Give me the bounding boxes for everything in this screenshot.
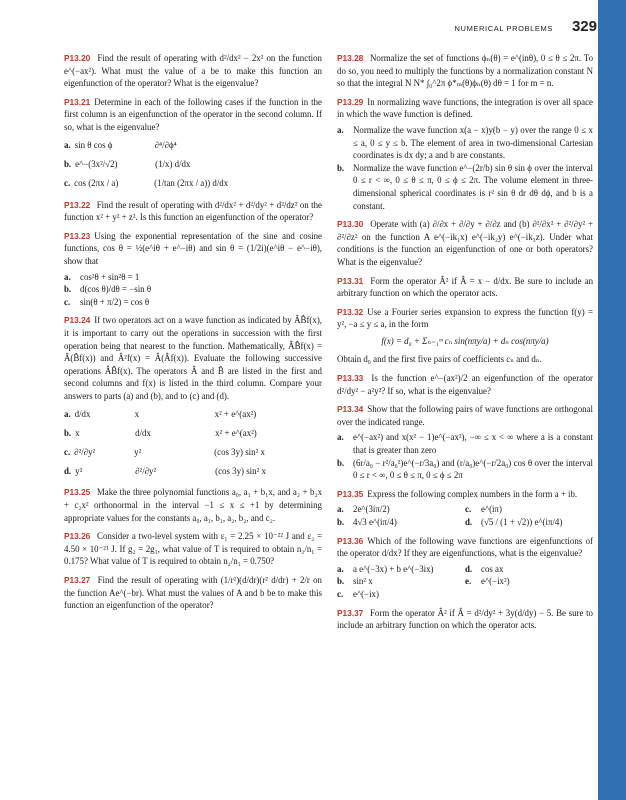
problem-number: P13.28 (337, 53, 364, 63)
answer-grid-row (337, 588, 593, 601)
sub-label: b. (337, 162, 345, 173)
sub-label: a. (64, 271, 71, 282)
sub-text: e^(−ix²) (481, 576, 510, 587)
operator-b-cell: y² (134, 447, 142, 458)
problem (337, 275, 593, 300)
operator-cell: (1/x) d/dx (155, 159, 191, 170)
problem-text: Form the operator Â² if Â = d²/dy² + 3y(d/dy) − 5. Be sure to include an arbitrary function on which the operator acts. (337, 607, 593, 631)
sub-label: c. (64, 296, 71, 307)
sub-label: c. (465, 504, 472, 515)
sub-text: (√5 / (1 + √2)) e^(iπ/4) (481, 517, 563, 527)
answer-grid-row (337, 503, 593, 516)
problem-number: P13.29 (337, 96, 364, 107)
problem-number: P13.21 (64, 96, 91, 107)
function-cell: (cos 3y) sin² x (214, 447, 265, 458)
sub-text: 2e^(3iπ/2) (353, 504, 390, 515)
problem (337, 96, 593, 212)
problem (64, 230, 322, 309)
problem-followup: Obtain d₀ and the first five pairs of coefficients cₙ and dₙ. (337, 354, 542, 365)
answer-grid-row (337, 516, 593, 529)
problem-number: P13.27 (64, 575, 91, 586)
sub-text: sin² x (353, 576, 373, 587)
sub-label: a. (337, 432, 344, 443)
function-cell: cos (2πx / a) (74, 178, 119, 189)
problem-number: P13.23 (64, 230, 91, 241)
sub-label: b. (64, 284, 72, 295)
sub-label: a. (337, 563, 344, 574)
problem (337, 52, 593, 90)
fourier-formula: f(x) = d₀ + Σₙ₌₁ᵐ cₙ sin(nπy/a) + dₙ cos(nπy/a) (381, 335, 549, 346)
section-title: NUMERICAL PROBLEMS (454, 24, 553, 33)
problem (337, 218, 593, 268)
sub-label: e. (465, 576, 472, 587)
problem-number: P13.20 (64, 53, 91, 63)
sub-text: e^(−ax²) and x(x² − 1)e^(−ax²), −∞ ≤ x < ∞ where a is a constant that is greater than zero (353, 432, 593, 456)
problem-number: P13.37 (337, 607, 364, 618)
row-label: d. (64, 466, 72, 477)
problem (64, 486, 322, 524)
problem-text: Find the result of operating with d²/dx² + d²/dy² + d²/dz² on the function x² + y² + z². Is this function an eigenfunction of the operator? (64, 199, 322, 223)
problem (337, 607, 593, 632)
problem (64, 199, 322, 224)
table-row (64, 175, 322, 193)
problem-text: If two operators act on a wave function as indicated by ÂB̂f(x), it is important to carry out the operations in succession with the first operation being that nearest to the function. Mathematically, ÂB̂f(x) = Â(B̂f(x)) and Â²f(x) = Â(Âf(x)). Evaluate the following successive operations ÂB̂f(x). The operators Â and B̂ are listed in the first and second columns and f(x) is listed in the third column. Compare your answers to parts (a) and (b), and to (c) and (d). (64, 315, 322, 401)
operator-a-cell: d/dx (74, 409, 91, 420)
problem-text: Show that the following pairs of wave functions are orthogonal over the indicated range. (337, 404, 593, 427)
sub-label: b. (337, 517, 345, 527)
sub-text: cos²θ + sin²θ = 1 (80, 271, 140, 282)
answer-grid-row (337, 563, 593, 576)
row-label: a. (64, 409, 71, 420)
problem (337, 372, 593, 397)
sub-item (64, 283, 322, 296)
table-row (64, 424, 322, 442)
sub-label (465, 588, 477, 601)
operator-cell: (1/tan (2πx / a)) d/dx (154, 178, 229, 189)
problem-number: P13.25 (64, 487, 91, 498)
sub-text: sin(θ + π/2) = cos θ (80, 296, 150, 307)
problem-text: In normalizing wave functions, the integration is over all space in which the wave function is defined. (337, 96, 593, 120)
problem-number: P13.33 (337, 373, 364, 384)
operator-a-cell: y² (75, 466, 83, 477)
problem-text: Determine in each of the following cases if the function in the first column is an eigenfunction of the operator in the second column. If so, what is the eigenvalue? (64, 96, 322, 132)
sub-label: d. (465, 563, 473, 574)
problem (337, 488, 593, 529)
function-cell: sin θ cos ϕ (74, 140, 113, 151)
problem-text: Using the exponential representation of the sine and cosine functions, cos θ = ½(e^iθ + e^−iθ) and sin θ = (1/2i)(e^iθ − e^−iθ), show that (64, 230, 322, 266)
row-label: b. (64, 159, 72, 170)
problem-text: Find the result of operating with d²/dx² − 2x² on the function e^(−ax²). What must the value of a be to make this function an eigenfunction of the operator? What is the eigenvalue? (64, 53, 322, 89)
problem-text: Make the three polynomial functions a₀, a₁ + b₁x, and a₂ + b₂x + c₂x² orthonormal in the interval −1 ≤ x ≤ +1 by determining appropriate values for the constants a₀, a₁, b₁, a₂, b₂, and c₂. (64, 487, 323, 523)
problem-number: P13.35 (337, 488, 364, 499)
row-label: a. (64, 140, 71, 151)
left-column (64, 52, 322, 618)
sub-item (337, 124, 593, 162)
sub-item (64, 296, 322, 309)
sub-item (337, 162, 593, 212)
page-header (0, 18, 597, 38)
sub-item (64, 271, 322, 284)
function-cell: x² + e^(ax²) (215, 428, 257, 439)
sub-text: Normalize the wave function x(a − x)y(b − y) over the range 0 ≤ x ≤ a, 0 ≤ y ≤ b. The element of area in two-dimensional Cartesian coordinates is dx dy; a and b are constants. (353, 124, 593, 161)
problem-number: P13.24 (64, 315, 91, 326)
problem-text: Express the following complex numbers in the form a + ib. (367, 488, 578, 499)
operator-a-cell: x (75, 428, 80, 439)
problem (64, 96, 322, 193)
problem-text: Use a Fourier series expansion to express the function f(y) = y², −a ≤ y ≤ a, in the form (337, 306, 593, 330)
problem (64, 530, 322, 568)
operator-b-cell: x (134, 409, 140, 420)
problem (337, 306, 593, 366)
problem-text: Find the result of operating with (1/r²)(d/dr)(r² d/dr) + 2/r on the function Ae^(−br). What must the values of A and b be to make this function an eigenfunction of the operator? (64, 575, 322, 611)
sub-text: Normalize the wave function e^−(2r/b) sin θ sin ϕ over the interval 0 ≤ r < ∞, 0 ≤ θ ≤ π, 0 ≤ ϕ ≤ 2π. The volume element in three-dimensional spherical coordinates is r² sin θ dr dθ dϕ, and b is a constant. (353, 162, 593, 211)
problem-number: P13.30 (337, 219, 364, 230)
problem-number: P13.26 (64, 531, 91, 542)
right-column (337, 52, 593, 638)
operator-b-cell: ∂²/∂y² (135, 466, 157, 477)
operator-cell: ∂⁴/∂ϕ⁴ (154, 140, 177, 151)
sub-text: e^(−ix) (353, 588, 379, 599)
sub-item (337, 431, 593, 456)
sub-item (337, 457, 593, 482)
table-row (64, 462, 322, 480)
table-row (64, 156, 322, 174)
problem-number: P13.32 (337, 306, 364, 317)
sub-text: cos ax (481, 563, 504, 574)
sub-text: 4√3 e^(iπ/4) (353, 517, 397, 527)
row-label: b. (64, 428, 72, 439)
sub-text: a e^(−3x) + b e^(−3ix) (353, 563, 434, 574)
sub-label: a. (337, 504, 344, 515)
problem (64, 574, 322, 612)
problem-number: P13.22 (64, 199, 91, 210)
operator-a-cell: ∂²/∂y² (74, 447, 96, 458)
problem-text: Operate with (a) ∂/∂x + ∂/∂y + ∂/∂z and (b) ∂²/∂x² + ∂²/∂y² + ∂²/∂z² on the function A e^(−ik₁x) e^(−ik₂y) e^(−ik₃z). Under what conditions is the function an eigenfunction of one or both operators? What is the eigenvalue? (337, 219, 594, 267)
sub-label: b. (337, 457, 345, 468)
problem-text: Normalize the set of functions ϕₙ(θ) = e^(inθ), 0 ≤ θ ≤ 2π. To do so, you need to multiply the functions by a normalization constant N so that the integral N N* ∫₀^2π ϕ*ₘ(θ)ϕₙ(θ) dθ = 1 for m = n. (337, 53, 594, 89)
sub-label: d. (465, 517, 473, 527)
function-cell: (cos 3y) sin² x (215, 466, 266, 477)
problem-text: Which of the following wave functions are eigenfunctions of the operator d/dx? If they are eigenfunctions, what is the eigenvalue? (337, 535, 593, 559)
sub-label: a. (337, 124, 344, 135)
problem-text: Consider a two-level system with ε₁ = 2.25 × 10⁻²² J and ε₂ = 4.50 × 10⁻²¹ J. If g₂ = 2g₁, what value of T is required to obtain n₂/n₁ = 0.175? What value of T is required to obtain n₂/n₁ = 0.750? (64, 531, 322, 567)
chapter-edge-tab (598, 0, 626, 800)
row-label: c. (64, 447, 71, 458)
problem (337, 535, 593, 601)
sub-text: (6r/a₀ − r²/a₀²)e^(−r/3a₀) and (r/a₀)e^(−r/2a₀) cos θ over the interval 0 ≤ r < ∞, 0 ≤ θ ≤ π, 0 ≤ ϕ ≤ 2π (353, 457, 593, 481)
sub-text: d(cos θ)/dθ = −sin θ (80, 284, 152, 295)
table-row (64, 443, 322, 461)
sub-label: c. (337, 588, 344, 599)
function-cell: x² + e^(ax²) (214, 409, 257, 420)
answer-grid-row (337, 575, 593, 588)
problem-text: Form the operator Â² if Â = x − d/dx. Be sure to include an arbitrary function on which the operator acts. (337, 275, 594, 299)
problem (64, 52, 322, 90)
page-number: 329 (571, 18, 597, 35)
row-label: c. (64, 178, 71, 189)
sub-text: e^(iπ) (481, 504, 502, 515)
table-row (64, 137, 322, 155)
problem-text: Is the function e^−(ax²)/2 an eigenfunction of the operator d²/dy² − a²y²? If so, what is the eigenvalue? (337, 373, 594, 396)
table-row (64, 405, 322, 423)
sub-label: b. (337, 576, 345, 587)
problem (337, 403, 593, 482)
function-cell: e^−(3x²/√2) (75, 159, 118, 170)
problem-number: P13.34 (337, 404, 364, 415)
operator-b-cell: d/dx (135, 428, 151, 439)
problem-number: P13.31 (337, 275, 364, 286)
problem-number: P13.36 (337, 535, 364, 546)
problem (64, 314, 322, 480)
